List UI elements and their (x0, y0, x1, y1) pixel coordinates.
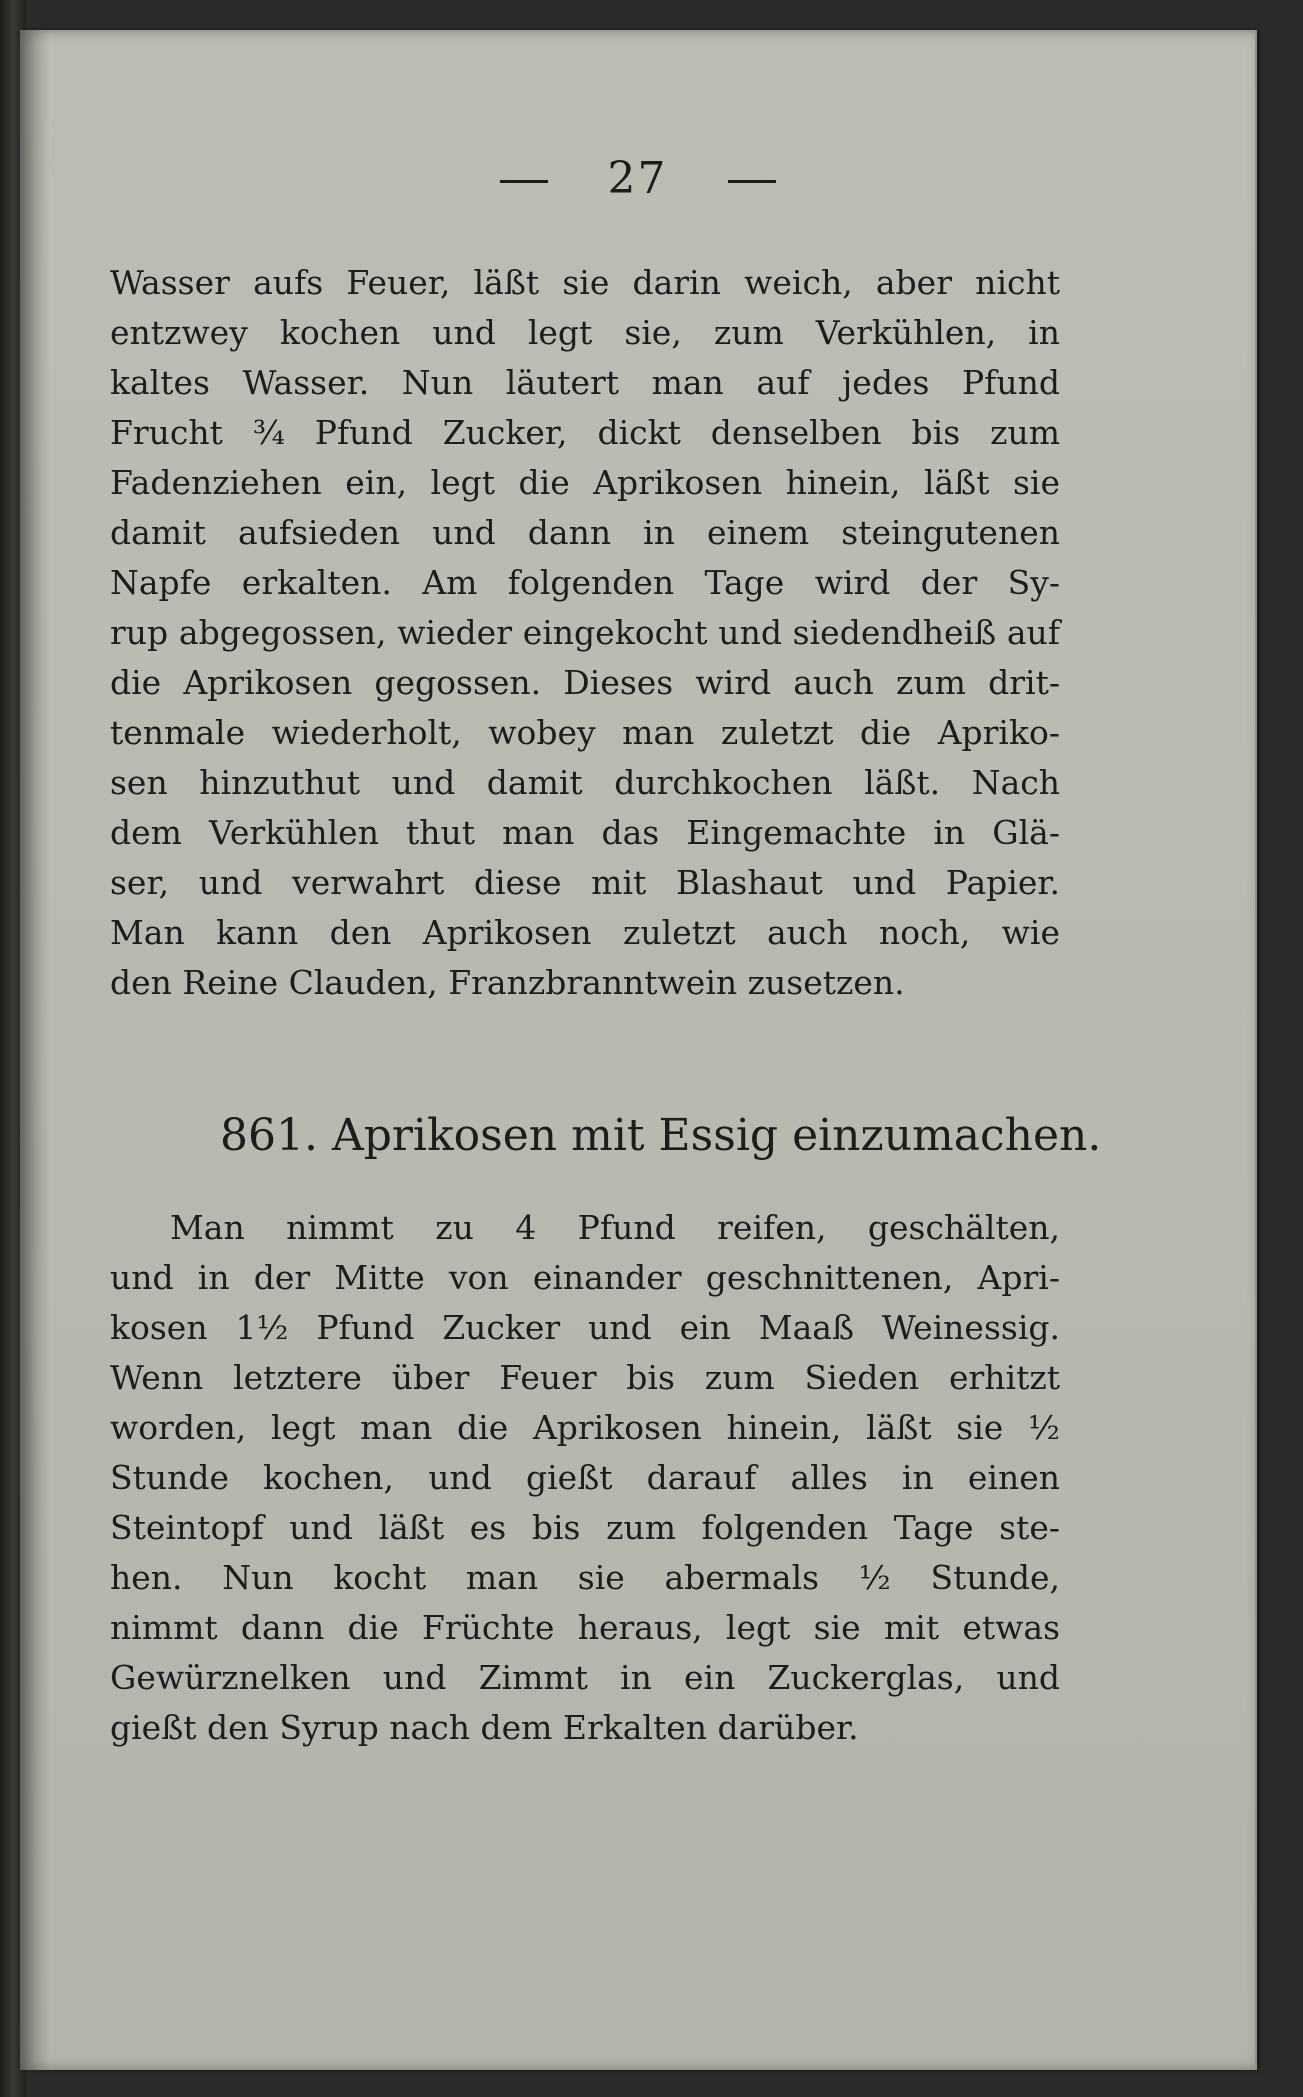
text-line: kaltes Wasser. Nun läutert man auf jedes Pfund (110, 363, 1060, 402)
text-line: Man nimmt zu 4 Pfund reifen, geschälten, (170, 1208, 1060, 1247)
recipe-heading: 861. Aprikosen mit Essig einzumachen. (220, 1110, 1102, 1161)
text-line: worden, legt man die Aprikosen hinein, läßt sie ½ (110, 1408, 1060, 1447)
text-line: rup abgegossen, wieder eingekocht und siedendheiß auf (110, 613, 1060, 652)
text-line: kosen 1½ Pfund Zucker und ein Maaß Weinessig. (110, 1308, 1060, 1347)
paragraph-continued (110, 258, 1060, 1008)
text-line: Wenn letztere über Feuer bis zum Sieden erhitzt (110, 1358, 1060, 1397)
page-number-right-dash (728, 180, 776, 183)
text-line: dem Verkühlen thut man das Eingemachte in Glä- (110, 813, 1060, 852)
text-line: und in der Mitte von einander geschnittenen, Apri- (110, 1258, 1060, 1297)
text-line: die Aprikosen gegossen. Dieses wird auch zum drit- (110, 663, 1060, 702)
text-line: Man kann den Aprikosen zuletzt auch noch, wie (110, 913, 1060, 952)
page-gutter-shadow (20, 30, 50, 2070)
page-number-value: 27 (607, 153, 668, 204)
text-line: tenmale wiederholt, wobey man zuletzt die Apriko- (110, 713, 1060, 752)
text-line: Wasser aufs Feuer, läßt sie darin weich, aber nicht (110, 263, 1060, 302)
text-line: Napfe erkalten. Am folgenden Tage wird der Sy- (110, 563, 1060, 602)
text-line: Stunde kochen, und gießt darauf alles in einen (110, 1458, 1060, 1497)
book-page (20, 30, 1257, 2070)
text-line: sen hinzuthut und damit durchkochen läßt. Nach (110, 763, 1060, 802)
page-number (20, 153, 1255, 204)
text-line: hen. Nun kocht man sie abermals ½ Stunde, (110, 1558, 1060, 1597)
page-number-left-dash (500, 180, 548, 183)
text-line: gießt den Syrup nach dem Erkalten darüber. (110, 1708, 859, 1747)
text-line: Frucht ¾ Pfund Zucker, dickt denselben bis zum (110, 413, 1060, 452)
text-line: nimmt dann die Früchte heraus, legt sie mit etwas (110, 1608, 1060, 1647)
text-line: den Reine Clauden, Franzbranntwein zusetzen. (110, 963, 905, 1002)
recipe-paragraph (110, 1203, 1060, 1753)
text-line: entzwey kochen und legt sie, zum Verkühlen, in (110, 313, 1060, 352)
text-line: damit aufsieden und dann in einem steingutenen (110, 513, 1060, 552)
text-line: Gewürznelken und Zimmt in ein Zuckerglas, und (110, 1658, 1060, 1697)
text-line: Fadenziehen ein, legt die Aprikosen hinein, läßt sie (110, 463, 1060, 502)
text-line: Steintopf und läßt es bis zum folgenden Tage ste- (110, 1508, 1060, 1547)
text-line: ser, und verwahrt diese mit Blashaut und Papier. (110, 863, 1060, 902)
